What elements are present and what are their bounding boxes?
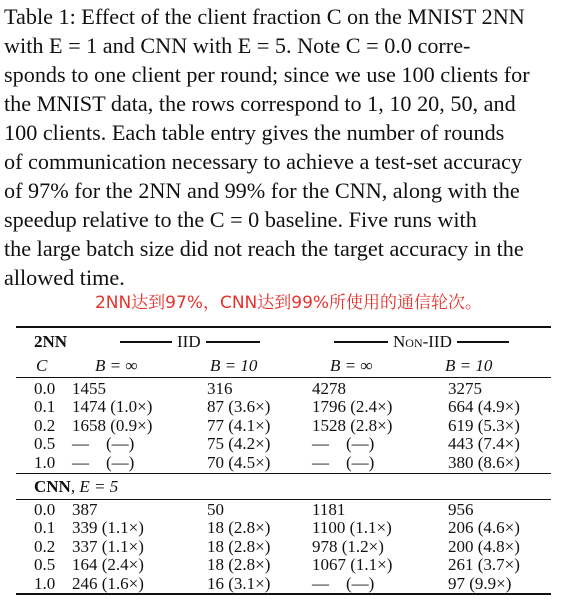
table-cell-iid-10: 18 (2.8×) — [207, 555, 271, 575]
table-cell-iid-inf: 337 (1.1×) — [72, 536, 144, 556]
table-cell-c: 0.1 — [34, 518, 56, 538]
table-row — [0, 380, 577, 398]
table-cell-non-inf: 1067 (1.1×) — [312, 555, 393, 575]
table-cell-non-inf: 4278 — [312, 379, 346, 398]
group-header-row — [0, 333, 577, 351]
header-rule — [16, 377, 551, 378]
section-rule — [16, 473, 551, 474]
table-row — [0, 417, 577, 435]
group-noniid — [334, 333, 509, 351]
section-title-2nn: 2NN — [34, 332, 68, 351]
group-iid — [120, 333, 260, 351]
table-cell-non-inf: — (—) — [312, 452, 375, 472]
col-noniid-b-10: B = 10 — [445, 356, 493, 375]
table-row — [0, 556, 577, 574]
caption-line: allowed time. — [4, 265, 125, 290]
table-cell-iid-10: 16 (3.1×) — [207, 573, 271, 593]
table-cell-iid-10: 77 (4.1×) — [207, 415, 271, 435]
table-cell-iid-inf: 246 (1.6×) — [72, 573, 144, 593]
table-cell-iid-inf: 339 (1.1×) — [72, 518, 144, 538]
table-cell-non-10: 443 (7.4×) — [448, 434, 520, 454]
table-row — [0, 519, 577, 537]
col-noniid-b-inf: B = ∞ — [330, 356, 373, 375]
table-cell-c: 1.0 — [34, 452, 56, 472]
table-row — [0, 501, 577, 519]
caption-line: of 97% for the 2NN and 99% for the CNN, along with the — [4, 178, 520, 203]
table-cell-c: 0.2 — [34, 415, 56, 435]
red-annotation: 2NN达到97%，CNN达到99%所使用的通信轮次。 — [94, 293, 483, 313]
table-cell-iid-inf: 1455 — [72, 379, 106, 398]
table-row — [0, 538, 577, 556]
table-cell-non-10: 380 (8.6×) — [448, 452, 520, 472]
table-cell-non-10: 619 (5.3×) — [448, 415, 520, 435]
table-cell-non-10: 200 (4.8×) — [448, 536, 520, 556]
table-cell-non-inf: — (—) — [312, 434, 375, 454]
table-cell-non-inf: 1181 — [312, 500, 346, 519]
caption-line: with E = 1 and CNN with E = 5. Note C = 0.0 corre- — [4, 33, 471, 58]
col-iid-b-inf: B = ∞ — [95, 356, 138, 375]
table-cell-non-inf: 1796 (2.4×) — [312, 397, 393, 417]
table-cell-non-10: 206 (4.6×) — [448, 518, 520, 538]
table-cell-non-10: 956 — [448, 500, 474, 519]
table-cell-iid-10: 18 (2.8×) — [207, 518, 271, 538]
caption-line: speedup relative to the C = 0 baseline. Five runs with — [4, 207, 477, 232]
bottom-rule — [16, 593, 551, 595]
table-cell-c: 0.2 — [34, 536, 56, 556]
table-cell-non-10: 261 (3.7×) — [448, 555, 520, 575]
section-title-cnn: CNN — [34, 477, 71, 496]
top-rule — [16, 326, 551, 328]
table-cell-iid-10: 50 — [207, 500, 224, 519]
table-cell-iid-inf: 1658 (0.9×) — [72, 415, 153, 435]
table-cell-iid-10: 87 (3.6×) — [207, 397, 271, 417]
table-cell-iid-inf: 164 (2.4×) — [72, 555, 144, 575]
table-cell-non-inf: 978 (1.2×) — [312, 536, 384, 556]
table-cell-c: 0.1 — [34, 397, 56, 417]
section-header-cnn — [0, 478, 577, 496]
table-cell-iid-inf: 1474 (1.0×) — [72, 397, 153, 417]
caption-line: the MNIST data, the rows correspond to 1, 10 20, 50, and — [4, 91, 516, 116]
table-cell-c: 0.0 — [34, 500, 56, 519]
section-cnn-suffix: , E = 5 — [70, 477, 119, 496]
table-cell-iid-inf: — (—) — [72, 434, 135, 454]
col-c: C — [36, 356, 48, 375]
table-cell-c: 0.5 — [34, 434, 56, 454]
table-cell-c: 1.0 — [34, 573, 56, 593]
table-cell-iid-inf: 387 — [72, 500, 98, 519]
table-cell-non-10: 664 (4.9×) — [448, 397, 520, 417]
group-iid-label: IID — [177, 332, 201, 351]
table-cell-non-inf: — (—) — [312, 573, 375, 593]
table-row — [0, 575, 577, 593]
col-iid-b-10: B = 10 — [210, 356, 258, 375]
table-cell-iid-inf: — (—) — [72, 452, 135, 472]
table-caption — [4, 2, 572, 292]
column-header-row — [0, 357, 577, 375]
table-cell-non-inf: 1100 (1.1×) — [312, 518, 392, 538]
caption-line: sponds to one client per round; since we use 100 clients for — [4, 62, 530, 87]
caption-line: Table 1: Effect of the client fraction C on the MNIST 2NN — [4, 4, 525, 29]
group-noniid-label: Non-IID — [393, 332, 452, 351]
table-cell-non-10: 3275 — [448, 379, 482, 398]
table-cell-iid-10: 75 (4.2×) — [207, 434, 271, 454]
table-row — [0, 435, 577, 453]
caption-line: the large batch size did not reach the target accuracy in the — [4, 236, 524, 261]
table-cell-iid-10: 70 (4.5×) — [207, 452, 271, 472]
table-cell-c: 0.5 — [34, 555, 56, 575]
table-cell-c: 0.0 — [34, 379, 56, 398]
table-row — [0, 454, 577, 472]
caption-line: of communication necessary to achieve a test-set accuracy — [4, 149, 523, 174]
caption-line: 100 clients. Each table entry gives the number of rounds — [4, 120, 505, 145]
table-row — [0, 398, 577, 416]
table-cell-iid-10: 316 — [207, 379, 233, 398]
table-cell-iid-10: 18 (2.8×) — [207, 536, 271, 556]
table-cell-non-inf: 1528 (2.8×) — [312, 415, 393, 435]
table-cell-non-10: 97 (9.9×) — [448, 573, 512, 593]
